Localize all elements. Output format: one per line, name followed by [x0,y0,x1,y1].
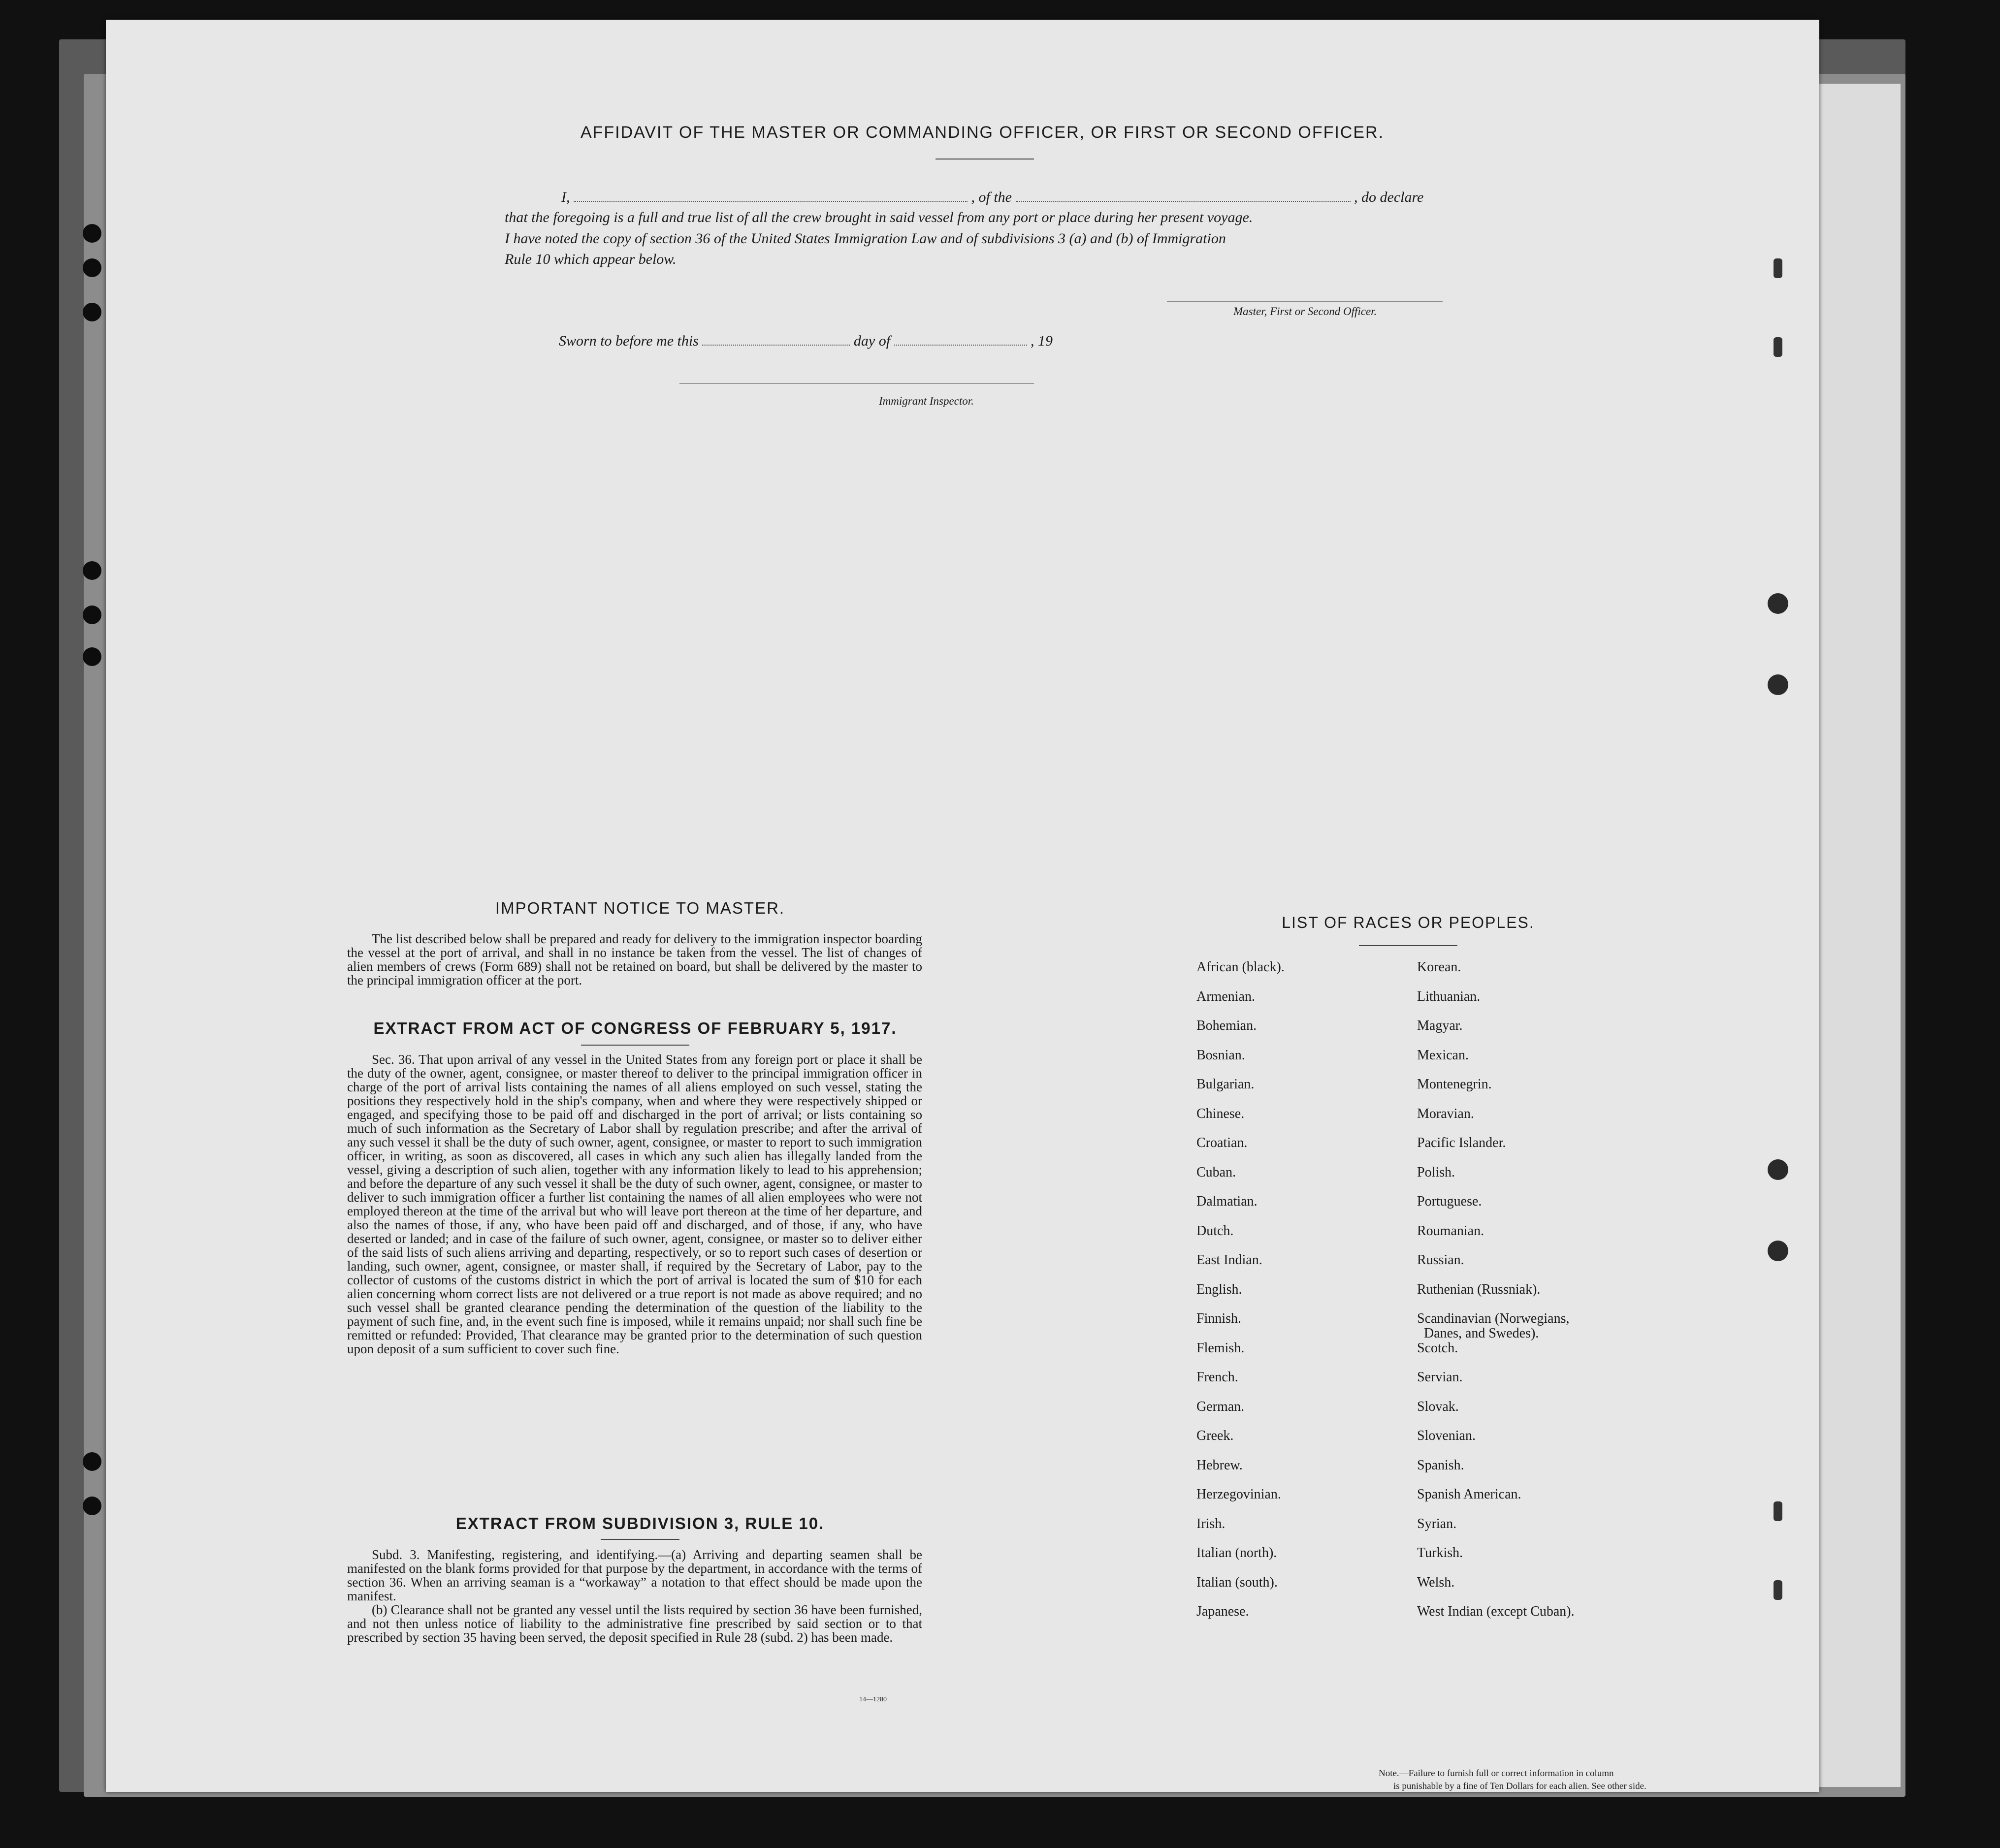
rule-extract-text [347,1548,922,1644]
race-item: Finnish. [1196,1311,1242,1326]
race-item: Dutch. [1196,1223,1234,1239]
year-label: , 19 [1031,333,1053,349]
races-title-rule [1359,945,1457,946]
race-item: Bulgarian. [1196,1077,1255,1092]
binding-hole [83,561,101,580]
race-item: Bohemian. [1196,1018,1257,1033]
races-title: LIST OF RACES OR PEOPLES. [1282,914,1535,931]
race-item: Cuban. [1196,1164,1236,1180]
sworn-line [559,333,1053,350]
race-item: Magyar. [1417,1018,1463,1033]
binding-hole [83,303,101,321]
race-item: Portuguese. [1417,1194,1482,1209]
act-extract-text: Sec. 36. That upon arrival of any vessel in the United States from any foreign port or place it shall be the duty of the owner, agent, consignee, or master thereof to deliver to the principal immigration officer in charge of the port of arrival lists containing the names of all aliens employed on such vessel, stating the positions they respectively hold in the ship's company, when and where they were respectively shipped or engaged, and specifying those to be paid off and discharged in the port of arrival; or lists containing so much of such information as the Secretary of Labor shall by regulation prescribe; and after the arrival of any such vessel it shall be the duty of such owner, agent, consignee, or master to report to such immigration officer, in writing, as soon as discovered, all cases in which any such alien has illegally landed from the vessel, giving a description of such alien, together with any information likely to lead to his apprehension; and before the departure of any such vessel it shall be the duty of such owner, agent, consignee, or master to deliver to such immigration officer a further list containing the names of all alien employees who were not employed thereon at the time of the arrival but who will leave port thereon at the time of her departure, and also the names of those, if any, who have been paid off and discharged, and of those, if any, who have deserted or landed; and in case of the failure of such owner, agent, consignee, or master so to deliver either of the said lists of such aliens arriving and departing, respectively, or so to report such cases of desertion or landing, such owner, agent, consignee, or master shall, if required by the Secretary of Labor, pay to the collector of customs of the customs district in which the port of arrival is located the sum of $10 for each alien concerning whom correct lists are not delivered or a true report is not made as above required; and no such vessel shall be granted clearance pending the determination of the question of the liability to the payment of such fine, and, in the event such fine is imposed, while it remains unpaid; nor shall such fine be remitted or refunded: Provided, That clearance may be granted prior to the determination of such question upon deposit of a sum sufficient to cover such fine. [347,1052,922,1356]
race-item: Irish. [1196,1516,1226,1531]
binding-hole [1768,674,1788,695]
binding-hole [83,258,101,277]
race-item: Slovenian. [1417,1428,1476,1443]
binding-pin [1774,1501,1782,1521]
race-item: Welsh. [1417,1574,1455,1590]
race-item: Russian. [1417,1252,1464,1268]
race-item: Chinese. [1196,1106,1245,1121]
binding-hole [83,224,101,243]
rule-subd-b: (b) Clearance shall not be granted any vessel until the lists required by section 36 have been furnished, and not then unless notice of liability to the administrative fine prescribed by said section or to that prescribed by section 35 having been served, the deposit specified in Rule 28 (subd. 2) has been made. [347,1602,922,1645]
binding-hole [1768,1159,1788,1180]
race-item: Flemish. [1196,1340,1245,1356]
sworn-day-blank[interactable] [702,345,850,346]
rule-subd-a: Subd. 3. Manifesting, registering, and identifying.—(a) Arriving and departing seamen shall be manifested on the blank forms provided for that purpose by the department, in accordance with the terms of section 36. When an arriving seaman is a “workaway” a notation to that effect should be made upon the manifest. [347,1547,922,1603]
rule-extract-title: EXTRACT FROM SUBDIVISION 3, RULE 10. [455,1514,825,1532]
race-item: Ruthenian (Russniak). [1417,1281,1541,1297]
footer-note [1379,1767,1646,1793]
do-declare-label: , do declare [1354,189,1424,205]
race-item: Italian (north). [1196,1545,1277,1561]
notice-text: The list described below shall be prepared and ready for delivery to the immigration inspector boarding the vessel at the port of arrival, and shall in no instance be taken from the vessel. The list of changes of alien members of crews (Form 689) shall not be retained on board, but shall be delivered by the master to the principal immigration officer at the port. [347,931,922,988]
signature-line[interactable] [1167,301,1443,302]
race-item: Greek. [1196,1428,1234,1443]
race-item: Moravian. [1417,1106,1474,1121]
race-item: Dalmatian. [1196,1194,1258,1209]
day-of-label: day of [853,333,891,349]
race-item: Bosnian. [1196,1047,1245,1063]
affidavit-line-1 [561,189,1423,206]
notice-title: IMPORTANT NOTICE TO MASTER. [495,899,785,917]
affidavit-line-3: I have noted the copy of section 36 of the United States Immigration Law and of subdivisions 3 (a) and (b) of Immigration [505,230,1226,247]
footer-note-line-1: Note.—Failure to furnish full or correct information in column [1379,1768,1614,1779]
race-item: Turkish. [1417,1545,1463,1561]
act-extract-title: EXTRACT FROM ACT OF CONGRESS OF FEBRUARY 5, 1917. [373,1019,897,1037]
binding-hole [1768,593,1788,614]
sworn-month-blank[interactable] [894,345,1027,346]
race-item: Croatian. [1196,1135,1248,1150]
race-item: Pacific Islander. [1417,1135,1506,1150]
race-item: African (black). [1196,959,1285,975]
race-item: English. [1196,1281,1242,1297]
race-item: Korean. [1417,959,1461,975]
rule-title-rule [601,1539,679,1540]
binding-hole [83,1452,101,1471]
affidavit-title: AFFIDAVIT OF THE MASTER OR COMMANDING OFFICER, OR FIRST OR SECOND OFFICER. [580,123,1385,142]
underlying-page-edge [1817,84,1901,1787]
binding-hole [1768,1241,1788,1261]
act-title-rule [581,1045,689,1046]
binding-hole [83,1497,101,1515]
race-item: Roumanian. [1417,1223,1484,1239]
sworn-label: Sworn to before me this [559,333,699,349]
of-the-label: , of the [971,189,1012,205]
binding-pin [1774,258,1782,278]
race-item: Lithuanian. [1417,988,1481,1004]
form-number: 14—1280 [859,1696,887,1703]
race-item: Mexican. [1417,1047,1469,1063]
race-item: Servian. [1417,1370,1463,1385]
binding-hole [83,647,101,666]
affidavit-line-4: Rule 10 which appear below. [505,251,677,267]
name-blank[interactable] [574,201,968,202]
race-item: Italian (south). [1196,1574,1278,1590]
affidavit-line-2: that the foregoing is a full and true list of all the crew brought in said vessel from any port or place during her present voyage. [505,209,1253,225]
inspector-label: Immigrant Inspector. [879,395,974,407]
binding-pin [1774,337,1782,357]
binding-pin [1774,1580,1782,1600]
race-item: Scotch. [1417,1340,1458,1356]
race-item: Polish. [1417,1164,1455,1180]
race-item: French. [1196,1370,1238,1385]
race-item: East Indian. [1196,1252,1262,1268]
race-item: Slovak. [1417,1399,1459,1414]
i-label: I, [561,189,570,205]
race-item: West Indian (except Cuban). [1417,1604,1575,1619]
signature-label: Master, First or Second Officer. [1233,305,1377,318]
footer-note-line-2: is punishable by a fine of Ten Dollars for each alien. See other side. [1393,1781,1646,1791]
inspector-signature-line[interactable] [679,383,1034,384]
binding-hole [83,605,101,624]
race-item: Japanese. [1196,1604,1249,1619]
race-item: Syrian. [1417,1516,1457,1531]
race-item: Spanish American. [1417,1487,1521,1502]
race-item: Scandinavian (Norwegians, Danes, and Swedes). [1417,1311,1570,1341]
vessel-blank[interactable] [1016,201,1351,202]
race-item: Hebrew. [1196,1457,1243,1473]
race-item: German. [1196,1399,1245,1414]
race-item: Armenian. [1196,988,1255,1004]
race-item: Herzegovinian. [1196,1487,1281,1502]
race-item: Montenegrin. [1417,1077,1492,1092]
race-item: Spanish. [1417,1457,1464,1473]
